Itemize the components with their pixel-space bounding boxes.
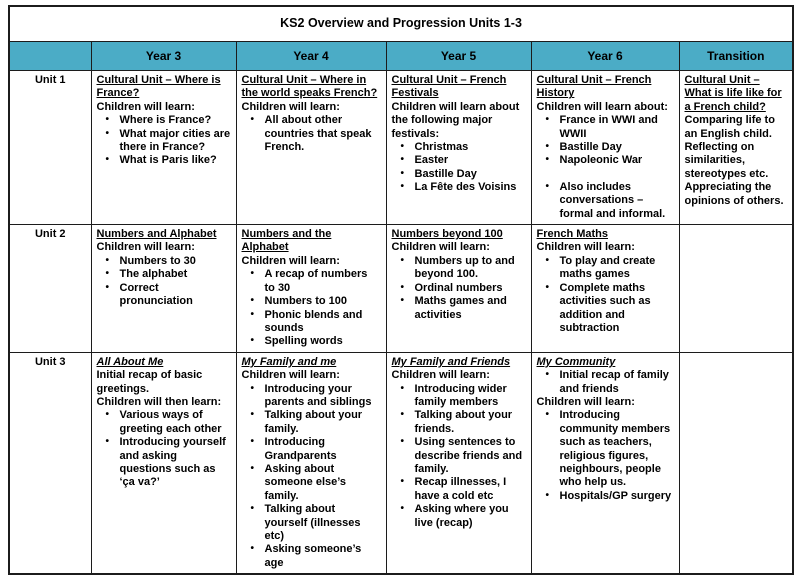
list-item-text: Easter [414,154,449,167]
bullet-marker: • [250,543,255,555]
cell-text: Children will learn: [241,100,340,113]
bullet-marker: • [105,154,110,166]
list-item [537,181,674,221]
bullet-marker: • [250,503,255,515]
bullet-marker: • [105,127,110,139]
bullet-marker: • [105,436,110,448]
list-item [97,268,231,281]
corner-cell [9,42,91,71]
progression-table [8,5,794,575]
bullet-marker: • [400,167,405,179]
list-item [97,436,231,490]
unit-cell [531,352,679,574]
unit-label: Unit 3 [9,352,91,574]
bullet-marker: • [545,489,550,501]
list-item-text: All about other countries that speak French. [264,114,372,154]
list-item-text: The alphabet [119,268,188,281]
list-item-text: Talking about your friends. [414,409,513,435]
list-item-text: Introducing Grandparents [264,436,337,462]
list-item-text: Introducing community members such as teachers, religious figures, neighbours, people who help us. [559,409,671,489]
cell-title: Cultural Unit – What is life like for a French child? [684,74,782,113]
list-item [242,436,381,463]
list-item-text: What major cities are there in France? [119,127,231,154]
list-item [242,503,381,543]
cell-title: Cultural Unit – Where in the world speaks French? [241,74,378,100]
list-item [242,463,381,503]
list-item [242,409,381,436]
bullet-marker: • [400,436,405,448]
list-item-text: Using sentences to describe friends and family. [414,436,523,475]
list-item-text: Bastille Day [414,167,477,180]
bullet-marker: • [545,281,550,293]
unit-cell [91,225,236,353]
list-item [392,409,526,436]
cell-title: My Community [536,355,616,368]
list-item [392,476,526,503]
list-item-text: Ordinal numbers [414,281,503,294]
bullet-marker: • [105,114,110,126]
col-header-year-5: Year 5 [386,42,531,71]
list-item-text: Asking about someone else’s family. [264,462,347,502]
column-header-row [9,42,793,71]
list-item [242,295,381,308]
list-item-text: Napoleonic War [559,154,643,167]
list-item-text: Various ways of greeting each other [119,409,222,435]
list-item-text: Talking about yourself (illnesses etc) [264,503,361,542]
bullet-marker: • [105,268,110,280]
table-row-unit-2 [9,225,793,353]
list-item-text: Correct pronunciation [119,281,193,308]
list-item [537,255,674,282]
bullet-marker: • [105,409,110,421]
list-item [242,543,381,570]
list-item-text: Maths games and activities [414,295,507,321]
list-item-text: Christmas [414,141,469,154]
list-item-text: Introducing your parents and siblings [264,382,372,408]
col-header-transition: Transition [679,42,793,71]
cell-title: My Family and me [241,355,337,368]
list-item [392,383,526,410]
cell-text: Children will learn about the following major festivals: [391,100,520,140]
bullet-marker: • [400,409,405,421]
bullet-marker: • [400,295,405,307]
bullet-marker: • [250,308,255,320]
bullet-marker: • [400,181,405,193]
list-item [392,295,526,322]
list-item-text: Numbers to 30 [119,254,196,267]
list-item [537,154,674,167]
bullet-marker: • [250,268,255,280]
list-item [392,141,526,154]
list-item [97,114,231,127]
list-item-text: Numbers up to and beyond 100. [414,254,515,281]
list-item-text: Introducing yourself and asking questions such as ‘ça va?’ [119,436,226,489]
table-row-unit-1 [9,71,793,225]
list-item-text: Asking where you live (recap) [414,503,509,529]
list-item-text: Hospitals/GP surgery [559,489,672,502]
list-item-text: Numbers to 100 [264,295,348,308]
empty-cell [679,352,793,574]
list-item [97,282,231,309]
bullet-marker: • [400,281,405,293]
list-item [537,409,674,489]
list-item [537,141,674,154]
list-item-text: A recap of numbers to 30 [264,268,368,294]
list-item [537,282,674,336]
unit-cell [679,71,793,225]
cell-text: Initial recap of basic greetings. [96,369,203,395]
bullet-marker: • [545,180,550,192]
list-item [392,154,526,167]
list-item-text: Introducing wider family members [414,382,507,408]
bullet-marker: • [105,281,110,293]
list-item-text: Recap illnesses, I have a cold etc [414,476,507,502]
cell-title: Numbers and the Alphabet [241,228,332,254]
list-item-text: France in WWI and WWII [559,114,658,140]
list-item-text: La Fête des Voisins [414,181,517,194]
bullet-marker: • [545,254,550,266]
unit-cell [386,71,531,225]
list-item [97,154,231,167]
unit-label: Unit 1 [9,71,91,225]
list-item [242,309,381,336]
table-row-unit-3 [9,352,793,574]
cell-title: Cultural Unit – French Festivals [391,74,507,100]
list-item-text: Complete maths activities such as addition and subtraction [559,281,651,334]
cell-title: French Maths [536,228,609,241]
bullet-marker: • [400,141,405,153]
unit-cell [91,352,236,574]
bullet-marker: • [250,114,255,126]
cell-text: Children will learn: [391,369,490,382]
bullet-marker: • [250,436,255,448]
list-item [392,436,526,476]
unit-cell [386,225,531,353]
bullet-marker: • [105,254,110,266]
bullet-marker: • [545,114,550,126]
cell-title: Numbers and Alphabet [96,228,217,241]
list-item [392,282,526,295]
bullet-marker: • [400,254,405,266]
list-item [537,490,674,503]
unit-label: Unit 2 [9,225,91,353]
unit-cell [531,71,679,225]
cell-text: Comparing life to an English child. Reflecting on similarities, stereotypes etc. Appreciating the opinions of others. [684,114,784,207]
list-item-text: Phonic blends and sounds [264,308,363,334]
list-item [392,168,526,181]
col-header-year-4: Year 4 [236,42,386,71]
list-item-text: What is Paris like? [119,154,217,167]
empty-cell [679,225,793,353]
table-title-row [9,6,793,42]
list-item-text: Also includes conversations – formal and informal. [559,180,666,220]
list-item [242,335,381,348]
list-item [97,255,231,268]
spacer [537,168,674,181]
cell-text: Children will learn: [96,100,195,113]
bullet-marker: • [400,382,405,394]
unit-cell [236,352,386,574]
cell-text: Children will learn: [241,254,340,267]
bullet-marker: • [250,335,255,347]
cell-title: My Family and Friends [391,355,511,368]
bullet-marker: • [400,476,405,488]
cell-text: Children will learn: [536,241,635,254]
unit-cell [531,225,679,353]
list-item [242,114,381,154]
list-item [242,268,381,295]
list-item-text: Talking about your family. [264,409,363,435]
bullet-marker: • [250,382,255,394]
list-item [242,383,381,410]
bullet-marker: • [545,369,550,381]
list-item [392,181,526,194]
list-item [392,255,526,282]
cell-text: Children will learn: [536,395,635,408]
list-item [97,409,231,436]
cell-text: Children will learn: [391,241,490,254]
bullet-marker: • [250,295,255,307]
cell-title: Numbers beyond 100 [391,228,503,241]
cell-title: All About Me [96,355,164,368]
unit-cell [91,71,236,225]
bullet-marker: • [400,503,405,515]
col-header-year-3: Year 3 [91,42,236,71]
bullet-marker: • [545,409,550,421]
list-item-text: Bastille Day [559,141,622,154]
cell-text: Children will learn about: [536,100,668,113]
bullet-marker: • [250,462,255,474]
list-item-text: Initial recap of family and friends [559,369,669,395]
cell-text: Children will learn: [241,369,340,382]
list-item [537,369,674,396]
list-item [392,503,526,530]
bullet-marker: • [545,154,550,166]
bullet-marker: • [400,154,405,166]
list-item [537,114,674,141]
bullet-marker: • [250,409,255,421]
unit-cell [236,225,386,353]
cell-title: Cultural Unit – French History [536,74,652,100]
list-item [97,128,231,155]
unit-cell [236,71,386,225]
bullet-marker: • [545,141,550,153]
cell-text: Children will then learn: [96,395,222,408]
cell-title: Cultural Unit – Where is France? [96,74,221,100]
col-header-year-6: Year 6 [531,42,679,71]
list-item-text: To play and create maths games [559,254,656,281]
list-item-text: Where is France? [119,114,212,127]
cell-text: Children will learn: [96,241,195,254]
list-item-text: Spelling words [264,335,343,348]
unit-cell [386,352,531,574]
list-item-text: Asking someone’s age [264,543,362,569]
page-title: KS2 Overview and Progression Units 1-3 [9,6,793,42]
